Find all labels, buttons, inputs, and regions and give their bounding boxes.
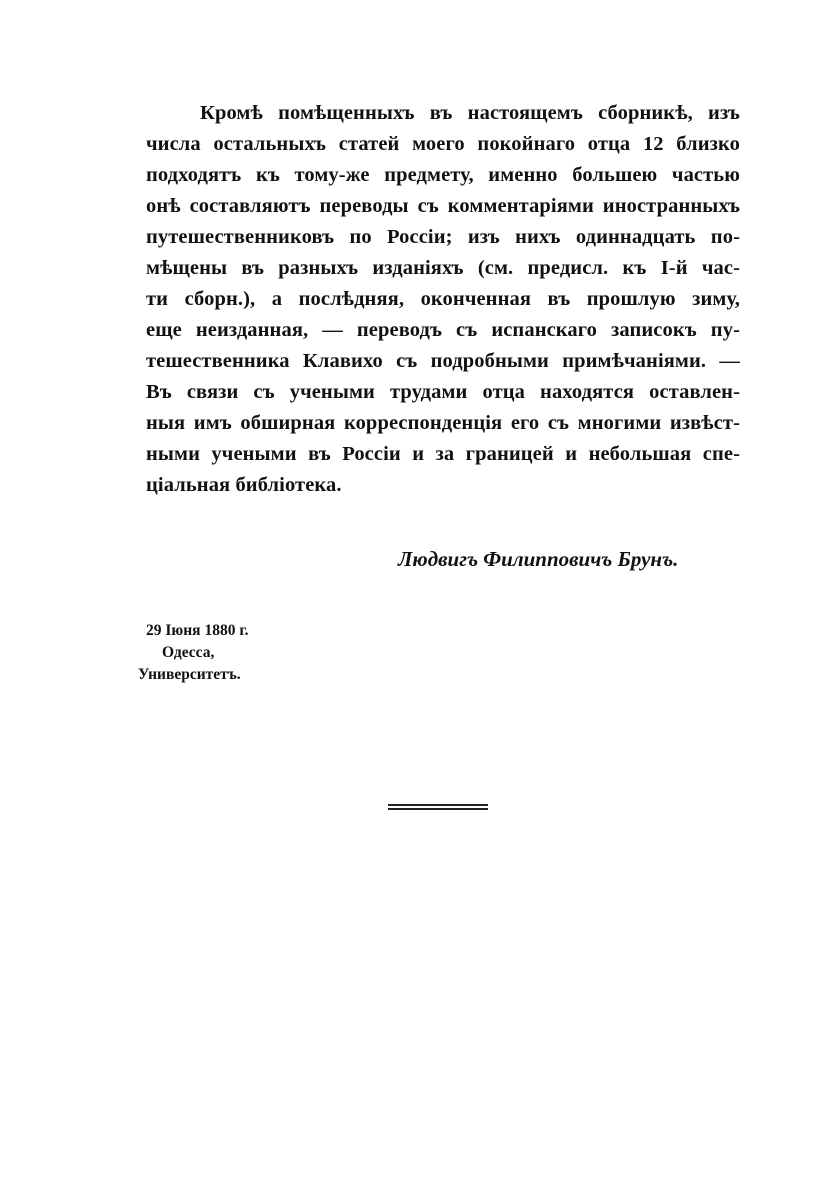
paragraph-line: ныя имъ обширная корреспонденція его съ многими извѣст- (146, 412, 740, 434)
paragraph-line: Кромѣ помѣщенныхъ въ настоящемъ сборникѣ, изъ (200, 102, 740, 124)
paragraph-line: еще неизданная, — переводъ съ испанскаго записокъ пу- (146, 319, 740, 341)
place: Одесса, (162, 644, 215, 661)
paragraph-line: подходятъ къ тому-же предмету, именно большею частью (146, 164, 740, 186)
dateline (138, 620, 249, 686)
paragraph-line: путешественниковъ по Россіи; изъ нихъ одиннадцать по- (146, 226, 740, 248)
institution: Университетъ. (138, 666, 241, 683)
paragraph-line: Въ связи съ учеными трудами отца находятся оставлен- (146, 381, 740, 403)
paragraph-line: мѣщены въ разныхъ изданіяхъ (см. предисл. къ I-й час- (146, 257, 740, 279)
paragraph-line: онѣ составляютъ переводы съ комментаріями иностранныхъ (146, 195, 740, 217)
paragraph-line: ными учеными въ Россіи и за границей и небольшая спе- (146, 443, 740, 465)
paragraph-line: числа остальныхъ статей моего покойнаго отца 12 близко (146, 133, 740, 155)
double-rule-divider (388, 804, 488, 809)
date: 29 Іюня 1880 г. (146, 622, 249, 639)
body-paragraph (146, 98, 740, 501)
rule-line-top (388, 804, 488, 806)
paragraph-line: ціальная библіотека. (146, 474, 342, 496)
author-signature: Людвигъ Филипповичъ Брунъ. (398, 547, 679, 571)
paragraph-line: ти сборн.), а послѣдняя, оконченная въ прошлую зиму, (146, 288, 740, 310)
rule-line-bottom (388, 808, 488, 810)
paragraph-line: тешественника Клавихо съ подробными примѣчаніями. — (146, 350, 740, 372)
